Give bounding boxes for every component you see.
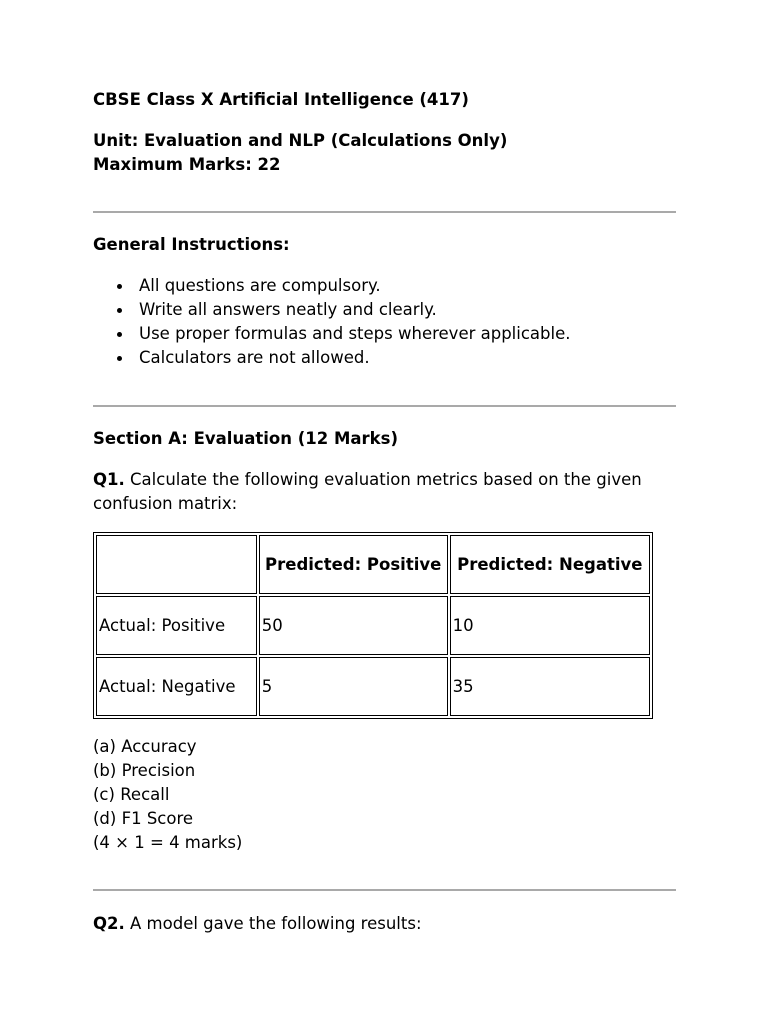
bullet-icon [117, 308, 122, 313]
q1-label: Q1. [93, 470, 125, 489]
q1-part-d: (d) F1 Score [93, 809, 194, 828]
instructions-heading: General Instructions: [93, 235, 290, 254]
instruction-item: Calculators are not allowed. [93, 346, 570, 370]
q2-label: Q2. [93, 914, 125, 933]
divider [93, 405, 676, 407]
unit-title: Unit: Evaluation and NLP (Calculations Only) [93, 131, 508, 150]
q2-question: A model gave the following results: [124, 914, 422, 933]
bullet-icon [117, 284, 122, 289]
instruction-item: Use proper formulas and steps wherever applicable. [93, 322, 570, 346]
table-row [96, 657, 650, 716]
table-header-cell: Predicted: Positive [259, 535, 448, 594]
maximum-marks: Maximum Marks: 22 [93, 155, 281, 174]
q1-question-line2: confusion matrix: [93, 494, 238, 513]
table-header-cell: Predicted: Negative [450, 535, 650, 594]
confusion-matrix-table [93, 532, 653, 719]
document-title: CBSE Class X Artificial Intelligence (417) [93, 90, 469, 109]
table-cell: Actual: Negative [96, 657, 257, 716]
instruction-item: Write all answers neatly and clearly. [93, 298, 570, 322]
table-cell: Actual: Positive [96, 596, 257, 655]
table-cell: 35 [450, 657, 650, 716]
table-row [96, 596, 650, 655]
q2-text [93, 912, 422, 936]
table-header-row [96, 535, 650, 594]
q1-marks: (4 × 1 = 4 marks) [93, 833, 243, 852]
bullet-icon [117, 332, 122, 337]
divider [93, 211, 676, 213]
q1-question-line1: Calculate the following evaluation metrics based on the given [124, 470, 642, 489]
table-cell: 50 [259, 596, 448, 655]
q1-part-c: (c) Recall [93, 785, 170, 804]
instruction-item: All questions are compulsory. [93, 274, 570, 298]
table-cell: 10 [450, 596, 650, 655]
q1-text [93, 468, 642, 492]
bullet-icon [117, 356, 122, 361]
q1-part-a: (a) Accuracy [93, 737, 197, 756]
instructions-list [93, 274, 570, 370]
section-a-heading: Section A: Evaluation (12 Marks) [93, 429, 398, 448]
table-header-cell [96, 535, 257, 594]
table-cell: 5 [259, 657, 448, 716]
q1-part-b: (b) Precision [93, 761, 196, 780]
divider [93, 889, 676, 891]
